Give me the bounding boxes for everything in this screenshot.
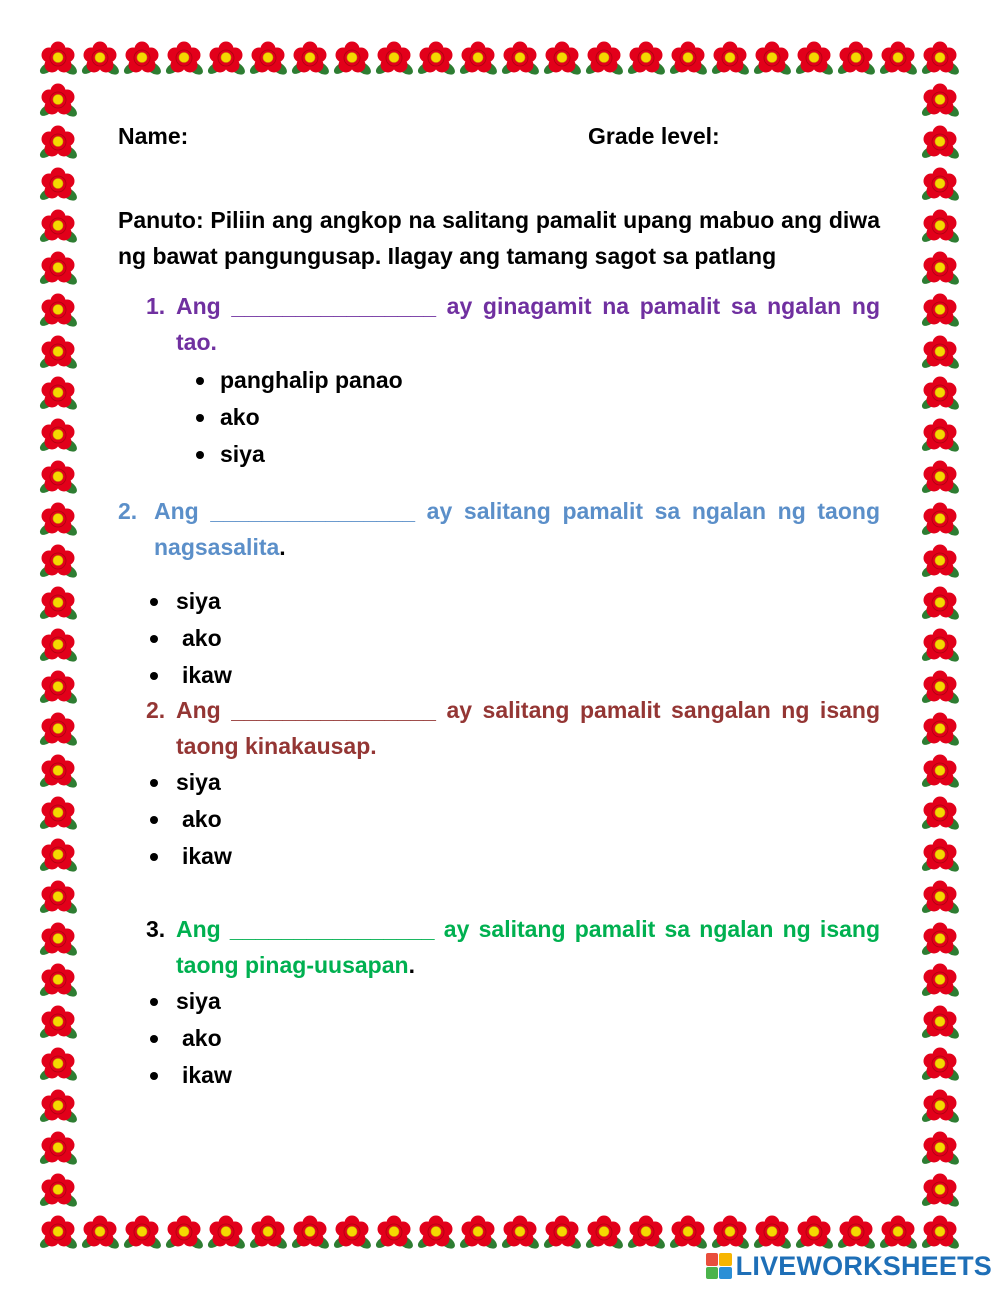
red-flower-icon [500,38,540,78]
red-flower-icon [38,415,78,455]
red-flower-icon [920,1170,960,1210]
option-label: siya [176,988,221,1014]
red-flower-icon [836,38,876,78]
red-flower-icon [332,1212,372,1252]
red-flower-icon [920,248,960,288]
bullet-icon [150,1035,158,1043]
red-flower-icon [920,1044,960,1084]
option-item[interactable] [176,1057,880,1094]
red-flower-icon [920,709,960,749]
red-flower-icon [122,1212,162,1252]
red-flower-icon [710,38,750,78]
red-flower-icon [38,332,78,372]
option-label: siya [176,769,221,795]
bullet-icon [196,414,204,422]
question-2-options [118,583,880,694]
red-flower-icon [38,625,78,665]
question-end-punct: . [279,534,286,560]
red-flower-icon [794,1212,834,1252]
option-label: ako [182,1025,222,1051]
red-flower-icon [38,960,78,1000]
question-number: 2. [146,697,166,723]
red-flower-icon [920,290,960,330]
red-flower-icon [38,80,78,120]
red-flower-icon [80,1212,120,1252]
red-flower-icon [248,38,288,78]
option-item[interactable] [176,1020,880,1057]
question-4 [118,911,880,983]
option-label: siya [176,588,221,614]
option-label: ako [220,404,260,430]
option-label: panghalip panao [220,367,403,393]
red-flower-icon [38,457,78,497]
red-flower-icon [920,1212,960,1252]
bullet-icon [150,635,158,643]
red-flower-icon [542,1212,582,1252]
header-row [118,118,880,154]
question-number: 3. [146,916,166,942]
liveworksheets-watermark [706,1251,992,1281]
question-1 [118,288,880,360]
red-flower-icon [920,206,960,246]
red-flower-icon [920,499,960,539]
red-flower-icon [38,38,78,78]
question-text: Ang ________________ ay ginagamit na pamalit sa ngalan ng tao. [176,293,880,355]
option-label: siya [220,441,265,467]
worksheet-content [118,118,880,1094]
red-flower-icon [710,1212,750,1252]
red-flower-icon [80,38,120,78]
red-flower-icon [38,1044,78,1084]
option-item[interactable] [176,838,880,875]
option-item[interactable] [220,436,880,473]
red-flower-icon [458,1212,498,1252]
red-flower-icon [878,1212,918,1252]
red-flower-icon [920,332,960,372]
question-text-wrap [154,493,880,565]
liveworksheets-logo-icon [706,1253,732,1279]
red-flower-icon [458,38,498,78]
red-flower-icon [38,751,78,791]
red-flower-icon [38,164,78,204]
question-text: Ang ________________ ay salitang pamalit sa ngalan ng taong nagsasalita [154,498,880,560]
option-label: ako [182,806,222,832]
red-flower-icon [38,122,78,162]
bullet-icon [150,672,158,680]
bullet-icon [150,853,158,861]
bullet-icon [196,451,204,459]
red-flower-icon [164,1212,204,1252]
name-field-label: Name: [118,123,189,149]
red-flower-icon [920,38,960,78]
red-flower-icon [920,877,960,917]
bullet-icon [150,816,158,824]
red-flower-icon [248,1212,288,1252]
red-flower-icon [920,835,960,875]
red-flower-icon [38,373,78,413]
red-flower-icon [920,1086,960,1126]
bullet-icon [150,998,158,1006]
option-item[interactable] [176,983,880,1020]
red-flower-icon [38,877,78,917]
option-item[interactable] [220,362,880,399]
red-flower-icon [920,793,960,833]
option-item[interactable] [176,583,880,620]
option-label: ako [182,625,222,651]
question-text: Ang ________________ ay salitang pamalit sangalan ng isang taong kinakausap. [176,697,880,759]
bullet-icon [150,779,158,787]
option-item[interactable] [220,399,880,436]
option-item[interactable] [176,657,880,694]
red-flower-icon [374,1212,414,1252]
red-flower-icon [920,164,960,204]
option-item[interactable] [176,801,880,838]
bullet-icon [150,1072,158,1080]
red-flower-icon [920,919,960,959]
option-label: ikaw [182,1062,232,1088]
red-flower-icon [38,793,78,833]
red-flower-icon [920,541,960,581]
red-flower-icon [500,1212,540,1252]
question-1-options [118,362,880,473]
red-flower-icon [920,625,960,665]
red-flower-icon [416,1212,456,1252]
red-flower-icon [920,960,960,1000]
red-flower-icon [374,38,414,78]
red-flower-icon [38,709,78,749]
red-flower-icon [38,499,78,539]
option-label: ikaw [182,843,232,869]
red-flower-icon [122,38,162,78]
red-flower-icon [38,1170,78,1210]
red-flower-icon [290,1212,330,1252]
red-flower-icon [752,38,792,78]
question-3-options [118,764,880,875]
red-flower-icon [332,38,372,78]
red-flower-icon [38,1086,78,1126]
question-3 [118,692,880,764]
red-flower-icon [542,38,582,78]
question-number: 1. [146,293,166,319]
question-number: 2. [118,498,138,524]
question-4-options [118,983,880,1094]
red-flower-icon [920,457,960,497]
red-flower-icon [38,1212,78,1252]
red-flower-icon [38,583,78,623]
red-flower-icon [416,38,456,78]
grade-level-field-label: Grade level: [588,123,720,149]
red-flower-icon [626,38,666,78]
red-flower-icon [920,415,960,455]
question-text: Ang ________________ ay salitang pamalit sa ngalan ng isang taong pinag-uusapan [176,916,880,978]
red-flower-icon [206,38,246,78]
bullet-icon [196,377,204,385]
red-flower-icon [920,80,960,120]
red-flower-icon [38,919,78,959]
option-item[interactable] [176,620,880,657]
red-flower-icon [290,38,330,78]
red-flower-icon [38,1128,78,1168]
red-flower-icon [38,541,78,581]
red-flower-icon [584,38,624,78]
question-2 [118,493,880,565]
bullet-icon [150,598,158,606]
question-text-wrap [176,911,880,983]
instructions: Panuto: Piliin ang angkop na salitang pamalit upang mabuo ang diwa ng bawat pangungusap. Ilagay ang tamang sagot sa patlang [118,207,880,269]
question-end-punct: . [408,952,415,978]
option-label: ikaw [182,662,232,688]
red-flower-icon [836,1212,876,1252]
red-flower-icon [752,1212,792,1252]
red-flower-icon [920,122,960,162]
red-flower-icon [38,248,78,288]
red-flower-icon [920,751,960,791]
red-flower-icon [920,1002,960,1042]
red-flower-icon [38,206,78,246]
red-flower-icon [206,1212,246,1252]
red-flower-icon [38,835,78,875]
red-flower-icon [920,1128,960,1168]
red-flower-icon [920,583,960,623]
red-flower-icon [164,38,204,78]
red-flower-icon [38,290,78,330]
watermark-text: LIVEWORKSHEETS [735,1250,992,1281]
red-flower-icon [668,1212,708,1252]
red-flower-icon [920,667,960,707]
red-flower-icon [38,1002,78,1042]
red-flower-icon [668,38,708,78]
red-flower-icon [794,38,834,78]
red-flower-icon [584,1212,624,1252]
red-flower-icon [38,667,78,707]
red-flower-icon [878,38,918,78]
red-flower-icon [920,373,960,413]
option-item[interactable] [176,764,880,801]
red-flower-icon [626,1212,666,1252]
